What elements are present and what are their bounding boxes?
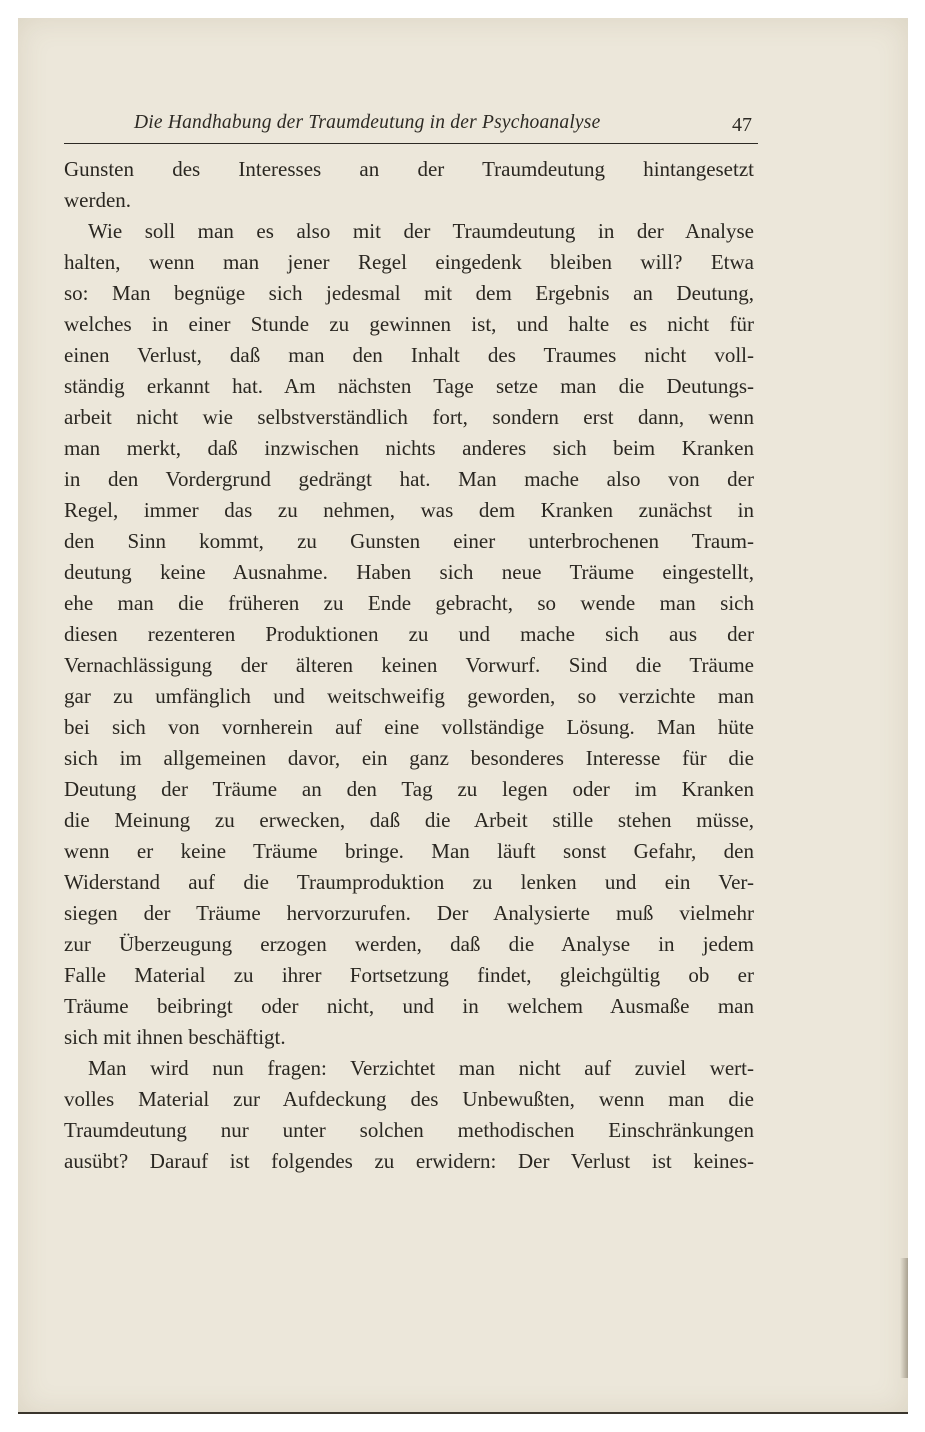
text-line: gar zu umfänglich und weitschweifig geworden, so verzichte man xyxy=(64,684,754,708)
text-line: sich im allgemeinen davor, ein ganz besonderes Interesse für die xyxy=(64,746,754,770)
text-line: Regel, immer das zu nehmen, was dem Kranken zunächst in xyxy=(64,498,754,522)
text-line: volles Material zur Aufdeckung des Unbewußten, wenn man die xyxy=(64,1087,754,1111)
text-line: bei sich von vornherein auf eine vollständige Lösung. Man hüte xyxy=(64,715,754,739)
text-line: werden. xyxy=(64,188,132,212)
text-line: ehe man die früheren zu Ende gebracht, so wende man sich xyxy=(64,591,754,615)
page-edge-shadow xyxy=(900,1258,908,1378)
text-line: Traumdeutung nur unter solchen methodischen Einschränkungen xyxy=(64,1118,754,1142)
text-line: Gunsten des Interesses an der Traumdeutung hintangesetzt xyxy=(64,157,754,181)
text-line: zur Überzeugung erzogen werden, daß die Analyse in jedem xyxy=(64,932,754,956)
text-line: wenn er keine Träume bringe. Man läuft sonst Gefahr, den xyxy=(64,839,754,863)
text-line: halten, wenn man jener Regel eingedenk bleiben will? Etwa xyxy=(64,250,754,274)
text-line: ständig erkannt hat. Am nächsten Tage setze man die Deutungs- xyxy=(64,374,754,398)
text-line: Widerstand auf die Traumproduktion zu lenken und ein Ver- xyxy=(64,870,754,894)
text-line: Vernachlässigung der älteren keinen Vorwurf. Sind die Träume xyxy=(64,653,754,677)
header-rule xyxy=(64,143,758,144)
text-line: Träume beibringt oder nicht, und in welchem Ausmaße man xyxy=(64,994,754,1018)
page-header xyxy=(64,112,758,142)
body-text xyxy=(64,154,754,1177)
text-line: so: Man begnüge sich jedesmal mit dem Ergebnis an Deutung, xyxy=(64,281,754,305)
text-line: den Sinn kommt, zu Gunsten einer unterbrochenen Traum- xyxy=(64,529,754,553)
text-line: siegen der Träume hervorzurufen. Der Analysierte muß vielmehr xyxy=(64,901,754,925)
text-line: Wie soll man es also mit der Traumdeutung in der Analyse xyxy=(88,219,754,243)
text-line: diesen rezenteren Produktionen zu und mache sich aus der xyxy=(64,622,754,646)
page-number: 47 xyxy=(732,114,752,136)
text-line: man merkt, daß inzwischen nichts anderes sich beim Kranken xyxy=(64,436,754,460)
scan-bottom-edge xyxy=(18,1412,908,1414)
text-line: in den Vordergrund gedrängt hat. Man mache also von der xyxy=(64,467,754,491)
text-line: einen Verlust, daß man den Inhalt des Traumes nicht voll- xyxy=(64,343,754,367)
text-line: Falle Material zu ihrer Fortsetzung findet, gleichgültig ob er xyxy=(64,963,754,987)
text-line: Man wird nun fragen: Verzichtet man nicht auf zuviel wert- xyxy=(88,1056,754,1080)
text-line: deutung keine Ausnahme. Haben sich neue Träume eingestellt, xyxy=(64,560,754,584)
text-line: welches in einer Stunde zu gewinnen ist, und halte es nicht für xyxy=(64,312,754,336)
text-line: ausübt? Darauf ist folgendes zu erwidern: Der Verlust ist keines- xyxy=(64,1149,754,1173)
running-title: Die Handhabung der Traumdeutung in der Psychoanalyse xyxy=(134,112,601,133)
text-line: Deutung der Träume an den Tag zu legen oder im Kranken xyxy=(64,777,754,801)
text-line: die Meinung zu erwecken, daß die Arbeit stille stehen müsse, xyxy=(64,808,754,832)
text-line: arbeit nicht wie selbstverständlich fort, sondern erst dann, wenn xyxy=(64,405,754,429)
text-line: sich mit ihnen beschäftigt. xyxy=(64,1025,286,1049)
